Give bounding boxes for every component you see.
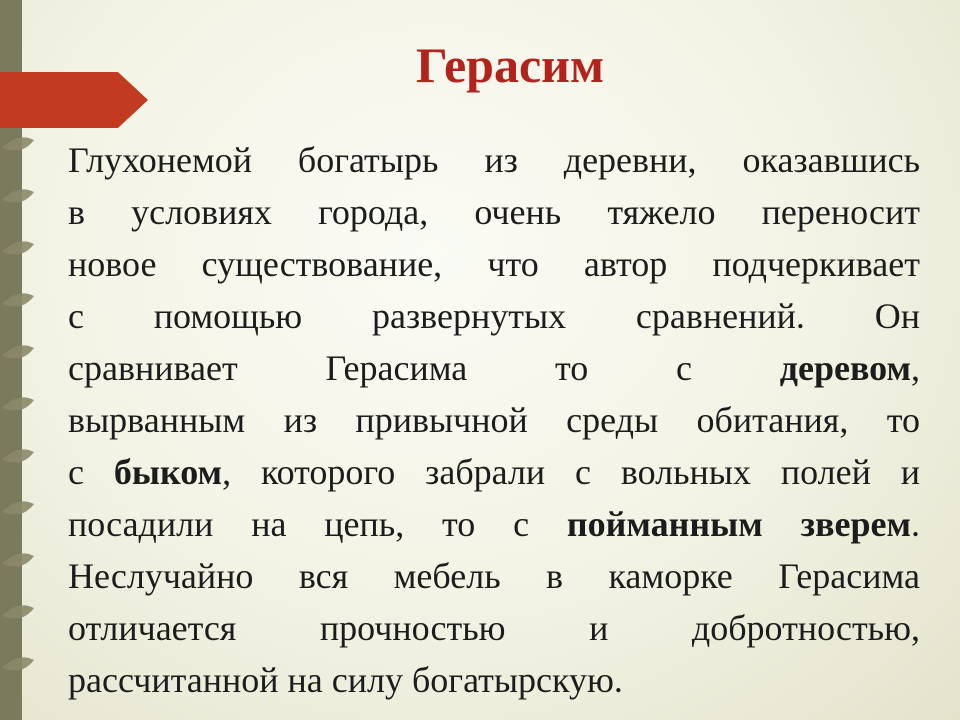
body-line-2: в условиях города, очень тяжело переносит: [68, 192, 920, 232]
body-line-7: с быком, которого забрали с вольных полей и: [68, 452, 921, 492]
bold-word-beast: пойманным зверем: [566, 504, 912, 544]
body-line-5: сравнивает Герасима то с деревом,: [68, 348, 920, 388]
bold-word-bull: быком: [113, 452, 223, 492]
body-line-4: с помощью развернутых сравнений. Он: [68, 296, 920, 336]
body-line-10: отличается прочностью и добротностью,: [68, 608, 920, 648]
red-arrow-tab: [0, 72, 150, 128]
slide-title: Герасим: [415, 37, 605, 93]
body-line-8: посадили на цепь, то с пойманным зверем.: [68, 504, 921, 544]
body-line-3: новое существование, что автор подчеркивает: [68, 244, 920, 284]
leaf-pattern-decoration: [0, 130, 36, 720]
bold-word-tree: деревом: [779, 348, 911, 388]
body-line-1: Глухонемой богатырь из деревни, оказавшись: [68, 140, 920, 180]
body-line-9: Неслучайно вся мебель в каморке Герасима: [68, 556, 920, 596]
body-line-6: вырванным из привычной среды обитания, то: [68, 400, 920, 440]
body-line-11: рассчитанной на силу богатырскую.: [68, 660, 623, 700]
slide-body-text: [68, 134, 920, 706]
